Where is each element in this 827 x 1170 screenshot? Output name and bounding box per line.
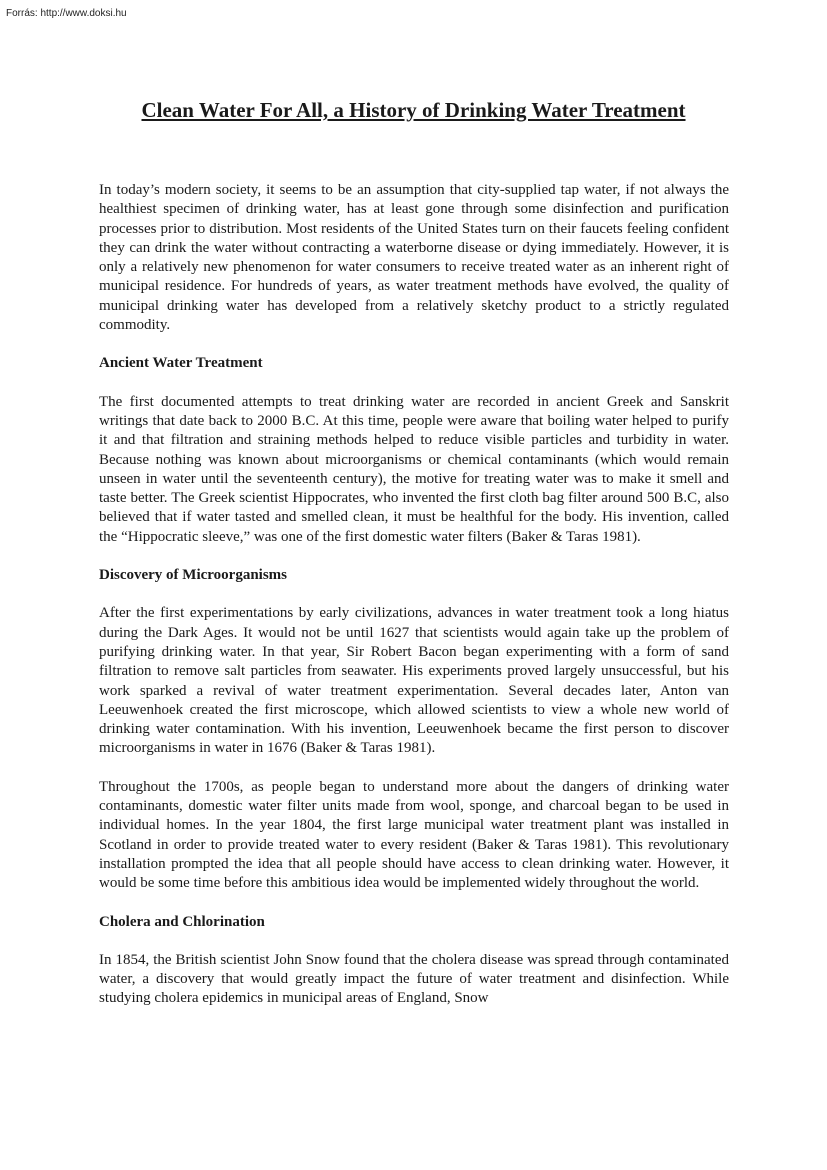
document-body — [99, 181, 729, 1028]
intro-paragraph: In today’s modern society, it seems to be an assumption that city-supplied tap water, if not always the healthiest specimen of drinking water, has at least gone through some disinfection and purification processes prior to distribution. Most residents of the United States turn on their faucets feeling confident they can drink the water without contracting a waterborne disease or dying immediately. However, it is only a relatively new phenomenon for water consumers to receive treated water as an inherent right of municipal residence. For hundreds of years, as water treatment methods have evolved, the quality of municipal drinking water has developed from a relatively sketchy product to a strictly regulated commodity. — [99, 182, 729, 334]
eighteenth-century-paragraph: Throughout the 1700s, as people began to understand more about the dangers of drinking water contaminants, domestic water filter units made from wool, sponge, and charcoal began to be used in individual homes. In the year 1804, the first large municipal water treatment plant was installed in Scotland in order to provide treated water to every resident (Baker & Taras 1981). This revolutionary installation prompted the idea that all people should have access to clean drinking water. However, it would be some time before this ambitious idea would be implemented widely throughout the world. — [99, 778, 729, 892]
source-note: Forrás: http://www.doksi.hu — [6, 8, 127, 19]
section-heading-cholera: Cholera and Chlorination — [99, 913, 265, 930]
cholera-paragraph: In 1854, the British scientist John Snow found that the cholera disease was spread through contaminated water, a discovery that would greatly impact the future of water treatment and disinfection. While studying cholera epidemics in municipal areas of England, Snow — [99, 951, 729, 1007]
document-title: Clean Water For All, a History of Drinking Water Treatment — [141, 98, 686, 122]
microorganisms-paragraph: After the first experimentations by early civilizations, advances in water treatment took a long hiatus during the Dark Ages. It would not be until 1627 that scientists would again take up the problem of purifying drinking water. In that year, Sir Robert Bacon began experimenting with a form of sand filtration to remove salt particles from seawater. His experiments proved largely unsuccessful, but his work sparked a revival of water treatment experimentation. Several decades later, Anton van Leeuwenhoek created the first microscope, which allowed scientists to view a whole new world of drinking water contamination. With his invention, Leeuwenhoek became the first person to discover microorganisms in water in 1676 (Baker & Taras 1981). — [99, 605, 729, 757]
section-heading-ancient: Ancient Water Treatment — [99, 355, 263, 372]
ancient-paragraph: The first documented attempts to treat drinking water are recorded in ancient Greek and Sanskrit writings that date back to 2000 B.C. At this time, people were aware that boiling water helped to purify it and that filtration and straining methods helped to reduce visible particles and turbidity in water. Because nothing was known about microorganisms or chemical contaminants (which would remain unseen in water until the seventeenth century), the motive for treating water was to make it smell and taste better. The Greek scientist Hippocrates, who invented the first cloth bag filter around 500 B.C, also believed that if water tasted and smelled clean, it must be healthful for the body. His invention, called the “Hippocratic sleeve,” was one of the first domestic water filters (Baker & Taras 1981). — [99, 393, 729, 545]
section-heading-microorganisms: Discovery of Microorganisms — [99, 567, 288, 584]
